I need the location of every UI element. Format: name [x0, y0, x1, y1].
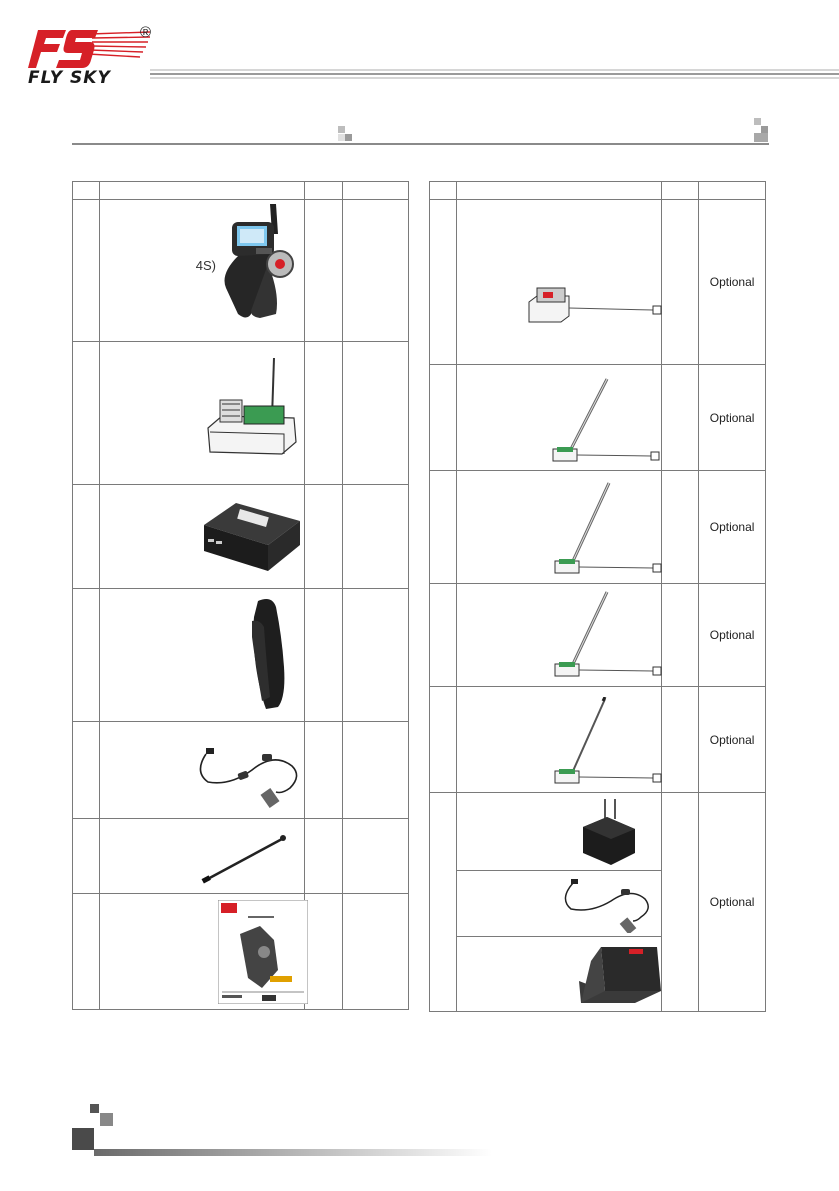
contents-table-left [72, 181, 409, 1010]
optional-remark: Optional [699, 793, 766, 1012]
optional-remark: Optional [699, 365, 766, 471]
table-row [430, 471, 766, 584]
table-row [73, 589, 409, 722]
table-row [430, 365, 766, 471]
receiver-image [553, 479, 665, 577]
registered-mark: ® [140, 24, 152, 41]
receiver-image [527, 282, 663, 324]
deco-square [754, 118, 761, 125]
deco-square [761, 126, 768, 133]
table-row [73, 200, 409, 342]
header-decorative-lines [150, 68, 839, 82]
deco-square [100, 1113, 113, 1126]
table-row [430, 793, 766, 1012]
table-row [430, 687, 766, 793]
wall-adapter-image [577, 797, 639, 867]
table-row [73, 485, 409, 589]
antenna-image [200, 833, 290, 885]
table-row [73, 894, 409, 1010]
receiver-image [553, 588, 665, 680]
deco-square [338, 134, 345, 141]
table-row [430, 584, 766, 687]
table-row [73, 342, 409, 485]
table-row [73, 819, 409, 894]
model-label: 4S) [195, 258, 216, 273]
receiver-image [551, 375, 663, 465]
contents-table-right [429, 181, 766, 1012]
section-rule [72, 143, 769, 145]
optional-remark: Optional [699, 687, 766, 793]
manual-image [218, 900, 308, 1004]
usb-cable-image [194, 732, 306, 808]
optional-remark: Optional [699, 471, 766, 584]
deco-square [338, 126, 345, 133]
grip-image [238, 597, 296, 715]
deco-square [90, 1104, 99, 1113]
optional-remark: Optional [699, 584, 766, 687]
transmitter-image [218, 204, 310, 326]
deco-square [345, 134, 352, 141]
charging-dock-image [577, 941, 663, 1007]
usb-cable-image [557, 873, 657, 933]
footer-gradient-bar [72, 1135, 492, 1157]
table-row [430, 200, 766, 365]
receiver-image [553, 697, 665, 785]
logo-wordmark: FLY SKY [28, 68, 111, 88]
optional-remark: Optional [699, 200, 766, 365]
battery-image [194, 499, 304, 575]
receiver-image [206, 358, 298, 460]
table-row [73, 722, 409, 819]
deco-square [754, 133, 768, 142]
